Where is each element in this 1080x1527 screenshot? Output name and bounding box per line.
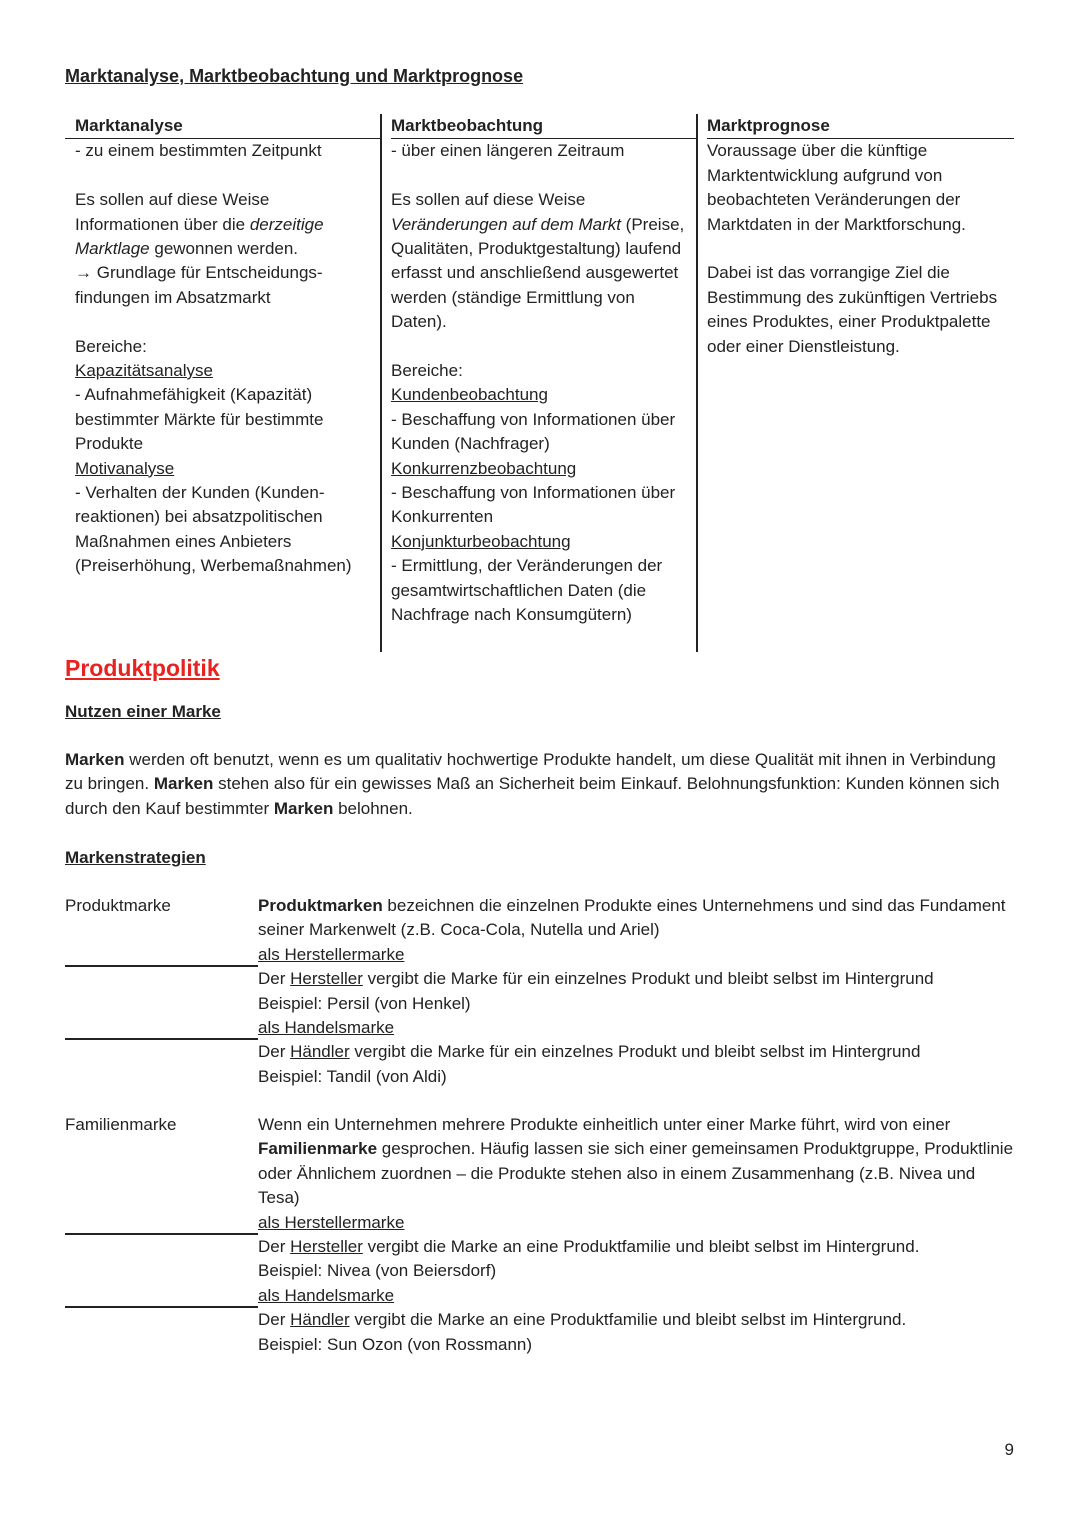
divider-line (65, 1038, 258, 1040)
markenstrategien-heading: Markenstrategien (65, 848, 206, 867)
divider-line (65, 1233, 258, 1235)
time-text: - über einen längeren Zeitraum (391, 141, 625, 161)
time-text: - zu einem bestimmten Zeitpunkt (75, 141, 322, 161)
divider-line (65, 965, 258, 967)
handelsmarke-label: als Handelsmarke (258, 1285, 395, 1305)
bereiche-label: Bereiche: (391, 361, 463, 381)
paragraph: - Beschaffung von Informationen über Kunden (Nachfrager) (391, 409, 676, 454)
column-header: Marktbeobachtung (391, 114, 696, 139)
section-title: Marktanalyse, Marktbeobachtung und Marktprognose (65, 66, 524, 86)
paragraph: - Verhalten der Kunden (Kunden-reaktionen) bei absatzpolitischen Maßnahmen eines Anbieters (Preiserhöhung, Werbemaßnahmen) (75, 483, 352, 576)
produktpolitik-heading: Produktpolitik (65, 655, 220, 681)
paragraph: Dabei ist das vorrangige Ziel die Bestimmung des zukünftigen Vertriebs eines Produktes, einer Produktpalette oder einer Dienstleistung. (707, 263, 998, 356)
column-divider (696, 114, 698, 652)
familienmarke-label: Familienmarke (65, 1115, 177, 1134)
herstellermarke-text: Der Hersteller vergibt die Marke für ein einzelnes Produkt und bleibt selbst im Hintergrund (258, 969, 934, 989)
example-text: Beispiel: Sun Ozon (von Rossmann) (258, 1334, 533, 1354)
example-text: Beispiel: Tandil (von Aldi) (258, 1066, 447, 1086)
column-header: Marktprognose (707, 114, 1014, 139)
paragraph: Voraussage über die künftige Marktentwicklung aufgrund von beobachteten Veränderungen der Marktdaten in der Marktforschung. (707, 141, 966, 234)
nutzen-paragraph: Marken werden oft benutzt, wenn es um qualitativ hochwertige Produkte handelt, um diese Qualität mit ihnen in Verbindung zu bringen. Marken stehen also für ein gewisses Maß an Sicherheit beim Einkauf. Belohnungsfunktion: Kunden können sich durch den Kauf bestimmter Marken belohnen. (65, 750, 1000, 818)
paragraph: Es sollen auf diese Weise Informationen über die derzeitige Marktlage gewonnen werden. (75, 190, 324, 259)
paragraph: - Aufnahmefähigkeit (Kapazität) bestimmter Märkte für bestimmte Produkte (75, 385, 324, 454)
paragraph: Es sollen auf diese Weise Veränderungen auf dem Markt (Preise, Qualitäten, Produktgestaltung) laufend erfasst und anschließend ausgewertet werden (ständige Ermittlung von Daten). (391, 190, 685, 332)
produktmarke-block (258, 894, 1018, 1089)
subheading: Konkurrenzbeobachtung (391, 458, 577, 478)
page-number: 9 (1004, 1440, 1014, 1459)
column-header: Marktanalyse (65, 114, 380, 139)
handelsmarke-text: Der Händler vergibt die Marke für ein einzelnes Produkt und bleibt selbst im Hintergrund (258, 1042, 921, 1062)
familienmarke-block (258, 1113, 1018, 1357)
column-marktbeobachtung (391, 114, 691, 628)
example-text: Beispiel: Persil (von Henkel) (258, 993, 471, 1013)
herstellermarke-text: Der Hersteller vergibt die Marke an eine Produktfamilie und bleibt selbst im Hintergrund. (258, 1237, 920, 1257)
handelsmarke-text: Der Händler vergibt die Marke an eine Produktfamilie und bleibt selbst im Hintergrund. (258, 1310, 907, 1330)
produktmarke-label: Produktmarke (65, 896, 171, 915)
example-text: Beispiel: Nivea (von Beiersdorf) (258, 1261, 497, 1281)
bereiche-label: Bereiche: (75, 336, 147, 356)
column-marktprognose (707, 114, 1007, 359)
column-marktanalyse (75, 114, 375, 579)
paragraph: - Ermittlung, der Veränderungen der gesamtwirtschaftlichen Daten (die Nachfrage nach Konsumgütern) (391, 556, 663, 625)
handelsmarke-label: als Handelsmarke (258, 1018, 395, 1038)
subheading: Konjunkturbeobachtung (391, 531, 571, 551)
paragraph: → Grundlage für Entscheidungs-findungen im Absatzmarkt (75, 263, 323, 307)
herstellermarke-label: als Herstellermarke (258, 1212, 405, 1232)
subheading: Motivanalyse (75, 458, 175, 478)
herstellermarke-label: als Herstellermarke (258, 944, 405, 964)
nutzen-heading: Nutzen einer Marke (65, 702, 221, 721)
intro-text: Wenn ein Unternehmen mehrere Produkte einheitlich unter einer Marke führt, wird von einer Familienmarke gesprochen. Häufig lassen sie sich einer gemeinsamen Produktgruppe, Produktlinie oder Ähnlichem zuordnen – die Produkte stehen also in einem Zusammenhang (z.B. Nivea und Tesa) (258, 1115, 1014, 1208)
divider-line (65, 1306, 258, 1308)
subheading: Kapazitätsanalyse (75, 361, 213, 381)
paragraph: - Beschaffung von Informationen über Konkurrenten (391, 483, 676, 527)
column-divider (380, 114, 382, 652)
subheading: Kundenbeobachtung (391, 385, 548, 405)
intro-text: Produktmarken bezeichnen die einzelnen Produkte eines Unternehmens und sind das Fundament seiner Markenwelt (z.B. Coca-Cola, Nutella und Ariel) (258, 896, 1006, 940)
